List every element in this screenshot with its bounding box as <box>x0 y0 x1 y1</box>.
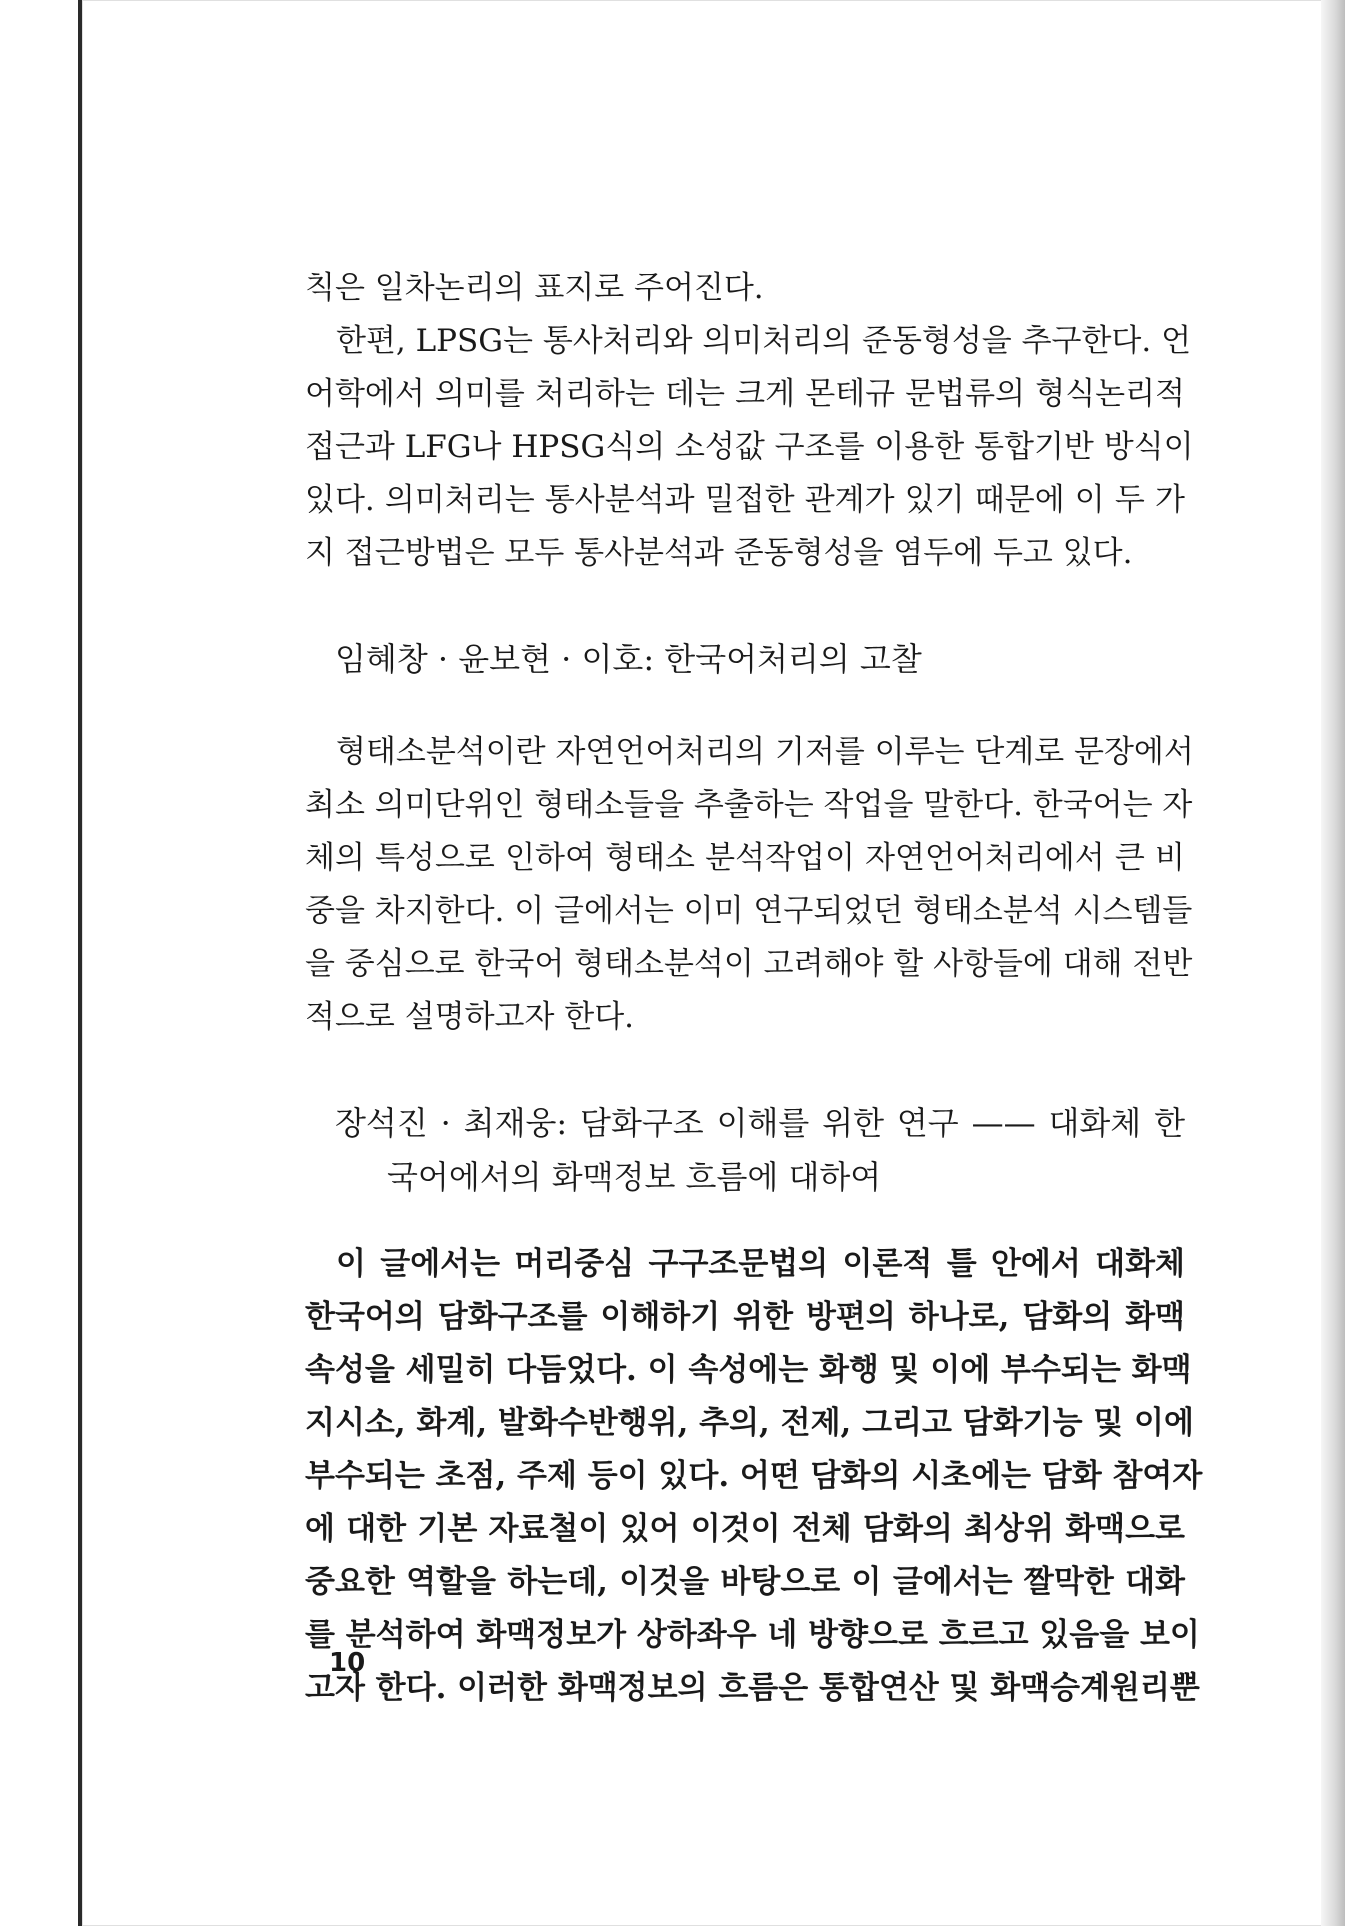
text-line: 지 접근방법은 모두 통사분석과 준동형성을 염두에 두고 있다. <box>305 535 1133 571</box>
text-line: 형태소분석이란 자연언어처리의 기저를 이루는 단계로 문장에서 <box>336 734 1194 770</box>
text-line: 적으로 설명하고자 한다. <box>305 999 635 1035</box>
section-heading-continuation: 국어에서의 화맥정보 흐름에 대하여 <box>387 1158 882 1196</box>
section-heading: 장석진 · 최재웅: 담화구조 이해를 위한 연구 —— 대화체 한 <box>335 1104 1185 1142</box>
paragraph-lpsg <box>305 315 1194 580</box>
section-paragraph <box>305 726 1194 1044</box>
text-line: 중요한 역할을 하는데, 이것을 바탕으로 이 글에서는 짤막한 대화 <box>305 1564 1185 1600</box>
text-line: 을 중심으로 한국어 형태소분석이 고려해야 할 사항들에 대해 전반 <box>305 946 1193 982</box>
page-number: 10 <box>329 1648 366 1678</box>
text-line: 한편, LPSG는 통사처리와 의미처리의 준동형성을 추구한다. 언 <box>336 323 1192 359</box>
text-line: 칙은 일차논리의 표지로 주어진다. <box>305 270 764 306</box>
text-line: 부수되는 초점, 주제 등이 있다. 어떤 담화의 시초에는 담화 참여자 <box>305 1458 1203 1494</box>
text-line: 지시소, 화계, 발화수반행위, 추의, 전제, 그리고 담화기능 및 이에 <box>305 1405 1194 1441</box>
text-line: 있다. 의미처리는 통사분석과 밀접한 관계가 있기 때문에 이 두 가 <box>305 482 1185 518</box>
text-line: 속성을 세밀히 다듬었다. 이 속성에는 화행 및 이에 부수되는 화맥 <box>305 1352 1192 1388</box>
text-line: 를 분석하여 화맥정보가 상하좌우 네 방향으로 흐르고 있음을 보이 <box>305 1617 1200 1653</box>
text-line: 고자 한다. 이러한 화맥정보의 흐름은 통합연산 및 화맥승계원리뿐 <box>305 1670 1200 1706</box>
text-line: 중을 차지한다. 이 글에서는 이미 연구되었던 형태소분석 시스템들 <box>305 893 1193 929</box>
text-line: 최소 의미단위인 형태소들을 추출하는 작업을 말한다. 한국어는 자 <box>305 787 1193 823</box>
page-content <box>305 262 1203 1715</box>
text-line: 어학에서 의미를 처리하는 데는 크게 몬테규 문법류의 형식논리적 <box>305 376 1185 412</box>
section-paragraph <box>305 1238 1203 1715</box>
section-heading: 임혜창 · 윤보현 · 이호: 한국어처리의 고찰 <box>335 640 922 678</box>
text-line: 한국어의 담화구조를 이해하기 위한 방편의 하나로, 담화의 화맥 <box>305 1299 1185 1335</box>
text-line: 접근과 LFG나 HPSG식의 소성값 구조를 이용한 통합기반 방식이 <box>305 429 1194 465</box>
intro-paragraph <box>305 262 1185 315</box>
text-line: 체의 특성으로 인하여 형태소 분석작업이 자연언어처리에서 큰 비 <box>305 840 1185 876</box>
text-line: 이 글에서는 머리중심 구구조문법의 이론적 틀 안에서 대화체 <box>336 1246 1185 1282</box>
text-line: 에 대한 기본 자료철이 있어 이것이 전체 담화의 최상위 화맥으로 <box>305 1511 1185 1547</box>
page-edge-shadow <box>1321 0 1345 1926</box>
